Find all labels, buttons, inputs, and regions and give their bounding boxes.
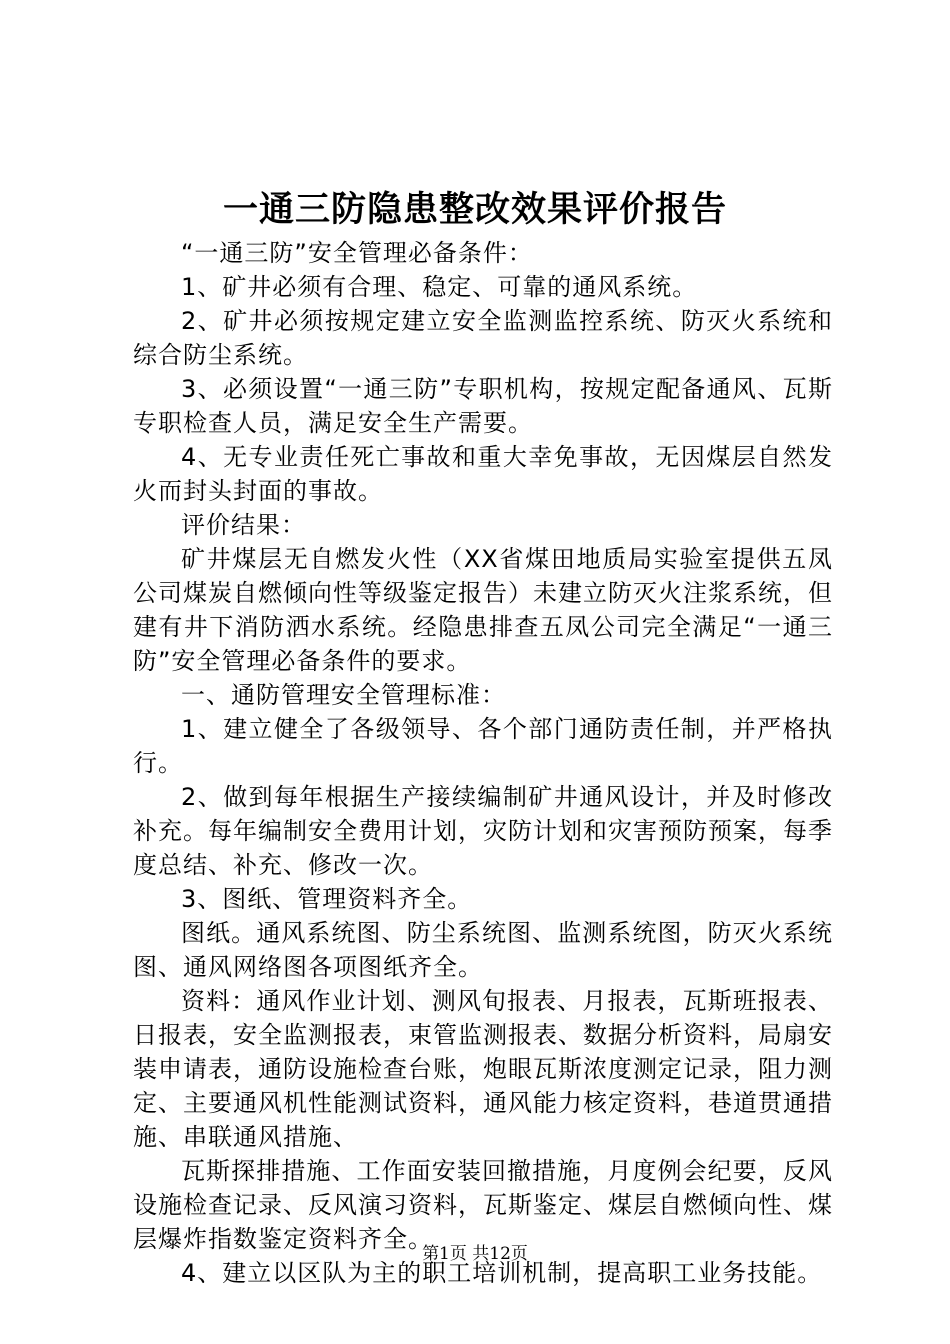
paragraph-standard-2: 2、做到每年根据生产接续编制矿井通风设计，并及时修改补充。每年编制安全费用计划，灾防计划和灾害预防预案，每季度总结、补充、修改一次。: [133, 783, 833, 879]
paragraph-standard-1: 1、建立健全了各级领导、各个部门通防责任制，并严格执行。: [133, 715, 833, 777]
paragraph-drawings: 图纸。通风系统图、防尘系统图、监测系统图，防灭火系统图、通风网络图各项图纸齐全。: [133, 919, 833, 981]
document-body: [133, 236, 833, 1290]
paragraph-standard-4: 4、建立以区队为主的职工培训机制，提高职工业务技能。: [181, 1259, 823, 1287]
paragraph-conditions-heading: “一通三防”安全管理必备条件：: [181, 239, 533, 267]
paragraph-evaluation-heading: 评价结果：: [181, 511, 306, 539]
paragraph-materials: 资料：通风作业计划、测风旬报表、月报表，瓦斯班报表、日报表，安全监测报表，束管监测报表、数据分析资料，局扇安装申请表，通防设施检查台账，炮眼瓦斯浓度测定记录，阻力测定、主要通风机性能测试资料，通风能力核定资料，巷道贯通措施、串联通风措施、: [133, 987, 833, 1151]
paragraph-evaluation-result: 矿井煤层无自燃发火性（XX省煤田地质局实验室提供五凤公司煤炭自燃倾向性等级鉴定报告）未建立防灭火注浆系统，但建有井下消防洒水系统。经隐患排查五凤公司完全满足“一通三防”安全管理必备条件的要求。: [133, 545, 833, 675]
page-number-footer: 第1页 共12页: [422, 1244, 528, 1264]
paragraph-condition-3: 3、必须设置“一通三防”专职机构，按规定配备通风、瓦斯专职检查人员，满足安全生产需要。: [133, 375, 833, 437]
paragraph-condition-1: 1、矿井必须有合理、稳定、可靠的通风系统。: [181, 273, 698, 301]
paragraph-condition-2: 2、矿井必须按规定建立安全监测监控系统、防灭火系统和综合防尘系统。: [133, 307, 833, 369]
paragraph-standard-3: 3、图纸、管理资料齐全。: [181, 885, 473, 913]
paragraph-condition-4: 4、无专业责任死亡事故和重大幸免事故，无因煤层自然发火而封头封面的事故。: [133, 443, 833, 505]
paragraph-section-one-heading: 一、通防管理安全管理标准：: [181, 681, 506, 709]
paragraph-materials-continued: 瓦斯探排措施、工作面安装回撤措施，月度例会纪要，反风设施检查记录、反风演习资料，瓦斯鉴定、煤层自燃倾向性、煤层爆炸指数鉴定资料齐全。: [133, 1157, 833, 1253]
document-title: 一通三防隐患整改效果评价报告: [222, 189, 727, 230]
